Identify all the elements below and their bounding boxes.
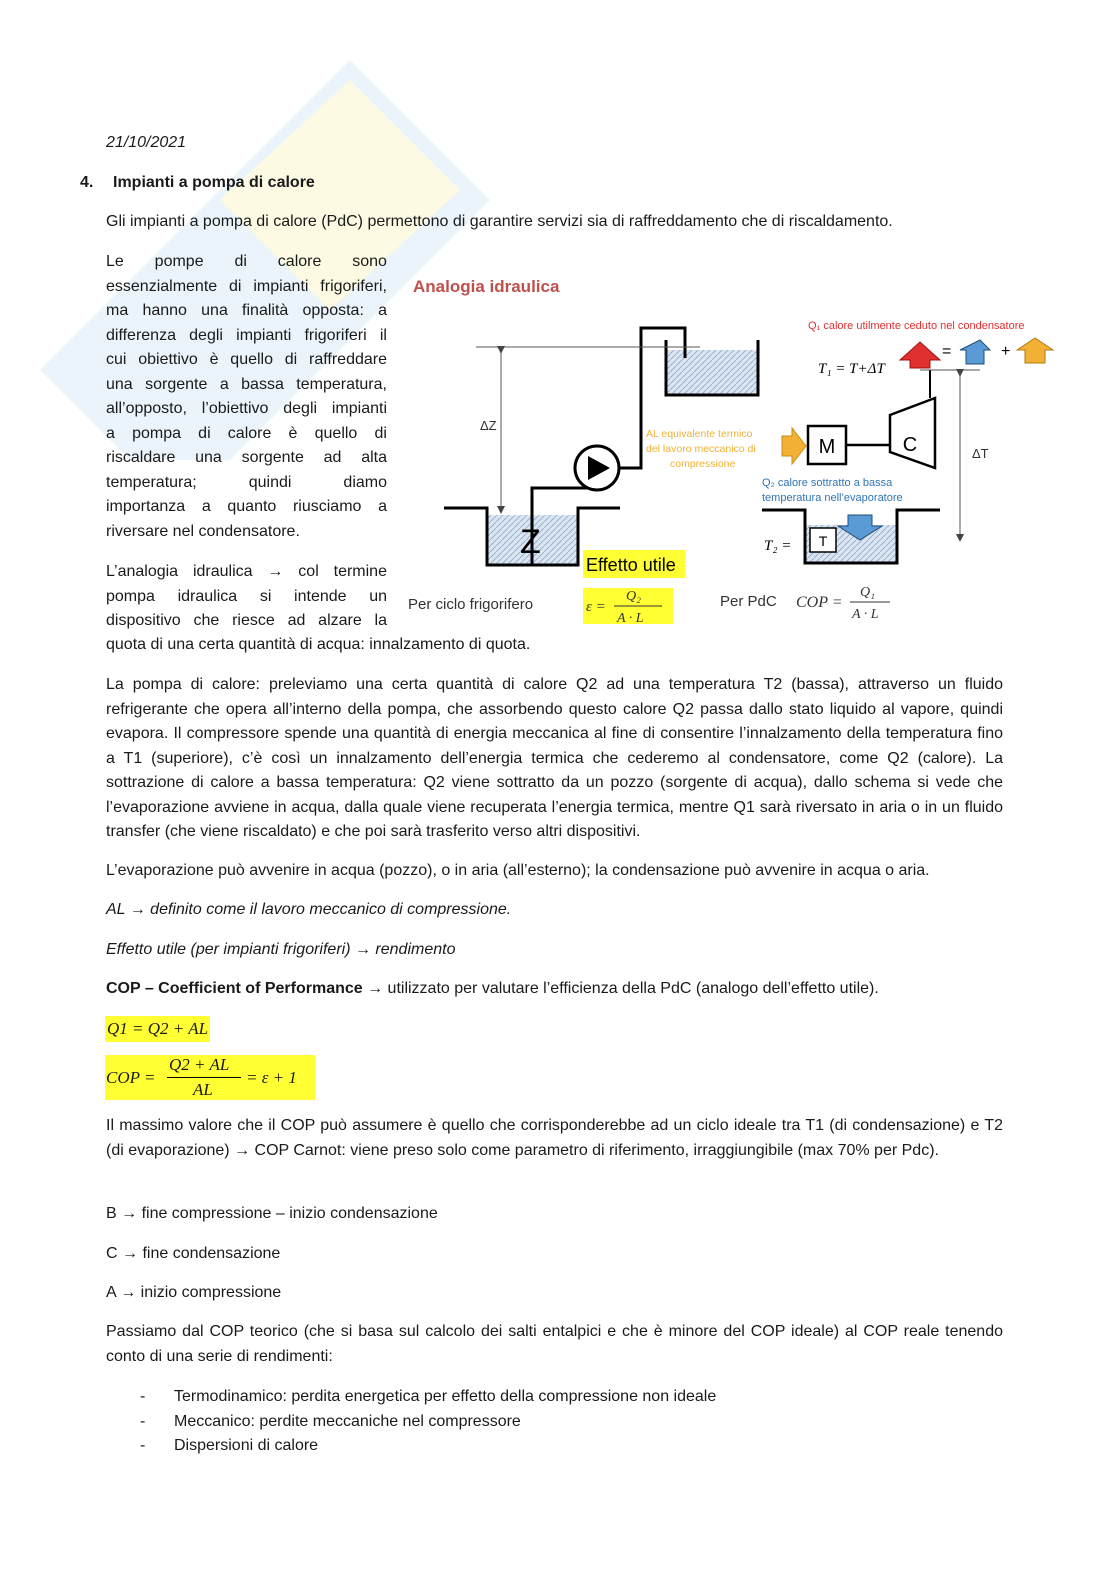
hydraulic-analogy-diagram bbox=[400, 270, 1070, 635]
svg-text:M: M bbox=[818, 436, 836, 458]
text-line: temperatura; quindi diamo bbox=[106, 473, 387, 491]
al-definition: AL → definito come il lavoro meccanico di compressione. bbox=[106, 901, 512, 918]
heat-pump-paragraph: La pompa di calore: preleviamo una certa quantità di calore Q2 ad una temperatura T2 (bassa), attraverso un fluido refrigerante che opera all’interno della pompa, che assorbendo questo calore Q2 passa dallo stato liquido al vapore, quindi evapora. Il compressore spende una quantità di energia meccanica al fine di consentire l’innalzamento della temperatura fino a T1 (superiore), c’è così un innalzamento dell’energia termica che cederemo al condensatore, come Q2 (calore). La sottrazione di calore a bassa temperatura: Q2 viene sottratto da un pozzo (sorgente di acqua), dallo schema si vede che l’evaporazione avviene in acqua, dalla quale viene recuperata l’energia termica, mentre Q1 sarà riversato in aria o in un fluido transfer (che viene riscaldato) e che poi sarà trasferito verso altri dispositivi. bbox=[106, 676, 1003, 840]
svg-text:Q₂: Q₂ bbox=[626, 589, 641, 604]
cop-carnot-paragraph: Il massimo valore che il COP può assumere è quello che corrisponderebbe ad un ciclo ideale tra T1 (di condensazione) e T2 (di evaporazione) → COP Carnot: viene preso solo come parametro di riferimento, irraggiungibile (max 70% per Pdc). bbox=[106, 1117, 1003, 1159]
q2-label: Q₂ calore sottratto a bassa temperatura nell’evaporatore bbox=[762, 477, 903, 504]
al-arrow-icon bbox=[782, 428, 806, 464]
text-line: riversare nel condensatore. bbox=[106, 522, 300, 540]
per-pdc-label: Per PdC bbox=[720, 593, 777, 610]
list-item: - Meccanico: perdite meccaniche nel compressore bbox=[106, 1410, 1003, 1435]
per-ciclo-label: Per ciclo frigorifero bbox=[408, 596, 534, 613]
blue-heat-arrow-icon bbox=[960, 340, 990, 364]
svg-text:A · L: A · L bbox=[852, 607, 879, 622]
list-item: - Termodinamico: perdita energetica per effetto della compressione non ideale bbox=[106, 1385, 1003, 1410]
point-b: B → fine compressione – inizio condensazione bbox=[106, 1205, 438, 1222]
analogy-tail: quota di una certa quantità di acqua: innalzamento di quota. bbox=[106, 636, 531, 653]
cop-definition bbox=[106, 977, 879, 1002]
svg-text:+: + bbox=[1001, 343, 1011, 360]
t1-label: T₁ = T+ΔT bbox=[818, 361, 885, 377]
effetto-definition: Effetto utile (per impianti frigoriferi) → rendimento bbox=[106, 941, 456, 958]
svg-text:C: C bbox=[902, 434, 918, 456]
delta-t-label: ΔT bbox=[972, 446, 989, 461]
text-line: importanza a quanto riusciamo a bbox=[106, 498, 387, 515]
t2-label: T₂ = bbox=[764, 538, 792, 554]
delta-z-label: ΔZ bbox=[480, 418, 497, 433]
cop-real-paragraph: Passiamo dal COP teorico (che si basa sul calcolo dei salti entalpici e che è minore del COP ideale) al COP reale tenendo conto di una serie di rendimenti: bbox=[106, 1323, 1003, 1365]
z-letter: Z bbox=[520, 523, 541, 561]
cop-definition-title: COP – Coefficient of Performance bbox=[106, 980, 363, 997]
yellow-heat-arrow-icon bbox=[1017, 338, 1053, 363]
intro-paragraph: Gli impianti a pompa di calore (PdC) permettono di garantire servizi sia di raffreddamento che di riscaldamento. bbox=[106, 213, 893, 230]
section-number: 4. bbox=[80, 174, 94, 191]
upper-tank-water bbox=[666, 350, 758, 395]
svg-text:=: = bbox=[942, 343, 952, 360]
evaporation-paragraph: L’evaporazione può avvenire in acqua (pozzo), o in aria (all’esterno); la condensazione può avvenire in acqua o aria. bbox=[106, 862, 930, 879]
text-line: all’opposto, l’obiettivo degli impianti bbox=[106, 400, 387, 417]
text-line: ma hanno una finalità opposta: a bbox=[106, 302, 387, 319]
text-line: una sorgente a bassa temperatura, bbox=[106, 375, 387, 393]
eps-formula: ε = bbox=[586, 599, 606, 615]
equation-cop: COP = Q2 + AL AL = ε + 1 bbox=[105, 1055, 315, 1100]
equation-q1: Q1 = Q2 + AL bbox=[105, 1016, 210, 1042]
section-title: Impianti a pompa di calore bbox=[113, 174, 315, 191]
red-heat-arrow-icon bbox=[900, 342, 940, 368]
text-line: differenza degli impianti frigoriferi il bbox=[106, 326, 387, 344]
efficiency-list bbox=[106, 1385, 1003, 1459]
text-line: Le pompe di calore sono bbox=[106, 253, 387, 270]
diagram-title: Analogia idraulica bbox=[413, 277, 560, 296]
cop-formula: COP = bbox=[796, 594, 843, 611]
al-label: AL equivalente termico del lavoro meccanico di compressione bbox=[646, 428, 756, 470]
effetto-utile-label: Effetto utile bbox=[586, 555, 676, 575]
cop-definition-rest: → utilizzato per valutare l’efficienza della PdC (analogo dell’effetto utile). bbox=[362, 980, 879, 997]
text-line: cui obiettivo è quello di raffreddare bbox=[106, 351, 387, 368]
svg-text:T: T bbox=[818, 533, 828, 549]
point-a: A → inizio compressione bbox=[106, 1284, 282, 1301]
analogy-text bbox=[106, 560, 387, 634]
q1-label: Q₁ calore utilmente ceduto nel condensatore bbox=[808, 320, 1025, 332]
svg-text:Q₁: Q₁ bbox=[860, 585, 875, 600]
text-line: essenzialmente di impianti frigoriferi, bbox=[106, 277, 387, 295]
svg-text:A · L: A · L bbox=[617, 611, 644, 626]
text-line: a pompa di calore è quello di bbox=[106, 424, 387, 442]
list-item: - Dispersioni di calore bbox=[106, 1434, 1003, 1459]
point-c: C → fine condensazione bbox=[106, 1245, 281, 1262]
text-line: riscaldare una sorgente ad alta bbox=[106, 449, 387, 466]
text-line: dispositivo che riesce ad alzare la bbox=[106, 612, 387, 629]
left-column-text bbox=[106, 250, 387, 544]
text-line: pompa idraulica si intende un bbox=[106, 587, 387, 605]
page-date: 21/10/2021 bbox=[106, 134, 187, 151]
compressor-icon bbox=[890, 398, 935, 468]
text-line: L’analogia idraulica → col termine bbox=[106, 563, 387, 580]
